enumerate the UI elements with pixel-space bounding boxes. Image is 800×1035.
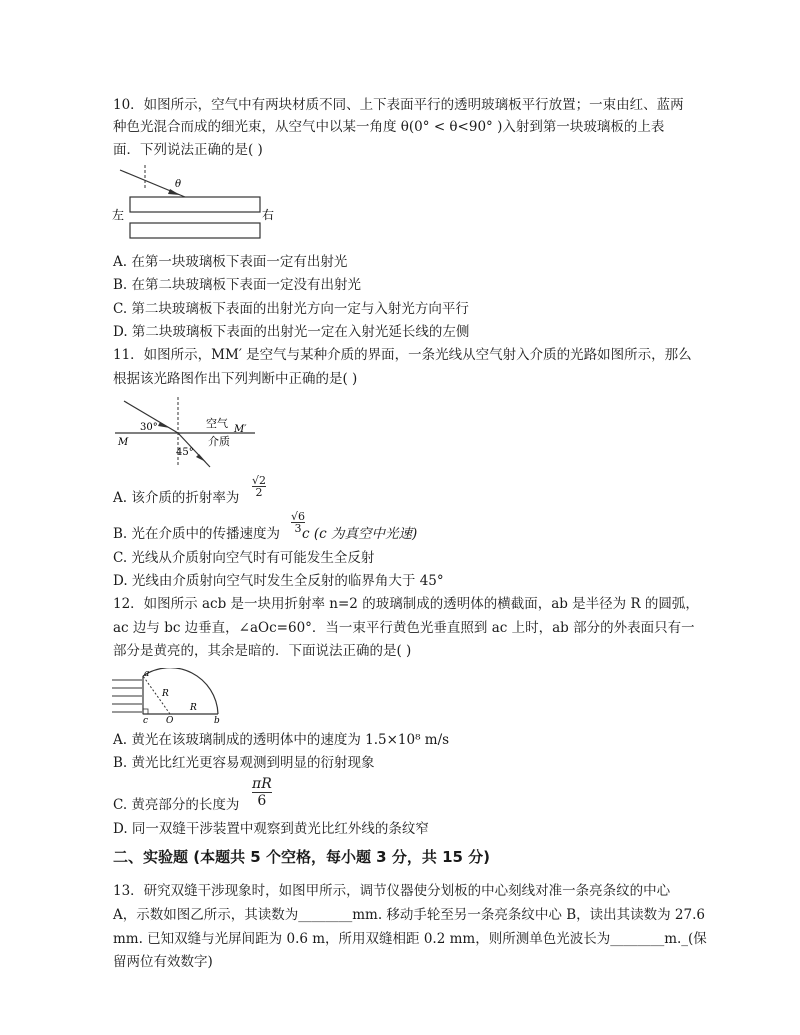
q10-left-label: 左 (112, 208, 125, 222)
q11-line-1: 11．如图所示，MM′ 是空气与某种介质的界面，一条光线从空气射入介质的光路如图所示，那么 (113, 347, 692, 363)
q11-option-a (113, 489, 239, 507)
q12-label-r2: R (190, 703, 197, 713)
q12-option-a: A. 黄光在该玻璃制成的透明体中的速度为 1.5×10⁸ m/s (113, 732, 450, 748)
q11-m-prime-label: M′ (234, 424, 247, 435)
q11-b-denominator: 3 (291, 522, 305, 534)
q11-angle-30: 30° (140, 422, 158, 433)
q10-glass-plate-1 (130, 197, 260, 212)
q11-option-b (113, 525, 417, 543)
q12-right-angle-mark (143, 709, 148, 714)
q10-line-3: 面．下列说法正确的是( ) (113, 142, 263, 158)
q11-a-denominator: 2 (252, 486, 266, 498)
q11-option-a-fraction (252, 475, 266, 498)
q12-label-r1: R (162, 689, 169, 699)
q12-line-3: 部分是黄亮的，其余是暗的．下面说法正确的是( ) (113, 643, 412, 659)
q11-m-label: M (118, 437, 129, 448)
q10-option-a: A. 在第一块玻璃板下表面一定有出射光 (113, 254, 348, 270)
q12-option-c-text: C. 黄亮部分的长度为 (113, 797, 240, 813)
q12-figure (110, 668, 230, 724)
q12-option-c (113, 796, 239, 814)
q11-option-b-suffix: c (c 为真空中光速) (302, 526, 418, 542)
q13-line-3: mm. 已知双缝与光屏间距为 0.6 m，所用双缝相距 0.2 mm，则所测单色光波长为________m._(保 (113, 931, 707, 947)
section-2-heading: 二、实验题 (本题共 5 个空格，每小题 3 分，共 15 分) (113, 848, 491, 866)
q12-c-numerator: πR (252, 776, 272, 792)
q12-label-o: O (166, 716, 174, 724)
q13-line-1: 13．研究双缝干涉现象时，如图甲所示，调节仪器使分划板的中心刻线对准一条亮条纹的中心 (113, 883, 671, 899)
q11-medium-label: 介质 (208, 435, 230, 448)
q10-line-1: 10．如图所示，空气中有两块材质不同、上下表面平行的透明玻璃板平行放置；一束由红、蓝两 (113, 97, 684, 113)
q11-line-2: 根据该光路图作出下列判断中正确的是( ) (113, 371, 358, 387)
q11-option-b-fraction (291, 511, 305, 534)
q13-line-2: A，示数如图乙所示，其读数为________mm. 移动手轮至另一条亮条纹中心 B，读出其读数为 27.6 (113, 907, 705, 923)
q12-c-denominator: 6 (252, 792, 272, 809)
q11-a-numerator: √2 (252, 474, 267, 487)
q10-option-b: B. 在第二块玻璃板下表面一定没有出射光 (113, 277, 362, 293)
q11-option-c: C. 光线从介质射向空气时有可能发生全反射 (113, 550, 375, 566)
q12-line-2: ac 边与 bc 边垂直，∠aOc=60°．当一束平行黄色光垂直照到 ac 上时，ab 部分的外表面只有一 (113, 620, 695, 636)
q12-line-1: 12．如图所示 acb 是一块用折射率 n=2 的玻璃制成的透明体的横截面，ab 是半径为 R 的圆弧， (113, 596, 699, 612)
q10-option-d: D. 第二块玻璃板下表面的出射光一定在入射光延长线的左侧 (113, 324, 470, 340)
q11-option-d: D. 光线由介质射向空气时发生全反射的临界角大于 45° (113, 573, 444, 589)
q12-label-c: c (143, 716, 149, 724)
q12-label-b: b (214, 716, 220, 724)
q10-glass-plate-2 (130, 223, 260, 238)
q11-angle-45: 45° (176, 447, 194, 458)
q11-figure (110, 395, 260, 475)
q11-option-b-text: B. 光在介质中的传播速度为 (113, 526, 281, 542)
q11-air-label: 空气 (206, 417, 228, 430)
q11-option-a-text: A. 该介质的折射率为 (113, 490, 240, 506)
q10-theta-label: θ (175, 179, 182, 190)
q10-figure (110, 165, 280, 245)
q11-b-numerator: √6 (291, 510, 306, 523)
q11-incident-arrow (158, 422, 170, 428)
q12-option-b: B. 黄光比红光更容易观测到明显的衍射现象 (113, 755, 375, 771)
q10-line-2: 种色光混合而成的细光束，从空气中以某一角度 θ(0° < θ<90° )入射到第一块玻璃板的上表 (113, 119, 665, 135)
q12-label-a: a (144, 669, 150, 679)
q12-arc-ab (143, 668, 218, 714)
q13-line-4: 留两位有效数字) (113, 954, 213, 970)
q10-option-c: C. 第二块玻璃板下表面的出射光方向一定与入射光方向平行 (113, 301, 469, 317)
q11-refracted-arrow (196, 454, 206, 462)
q10-right-label: 右 (262, 208, 275, 222)
q12-option-c-fraction (252, 776, 272, 809)
q12-option-d: D. 同一双缝干涉装置中观察到黄光比红外线的条纹窄 (113, 821, 429, 837)
